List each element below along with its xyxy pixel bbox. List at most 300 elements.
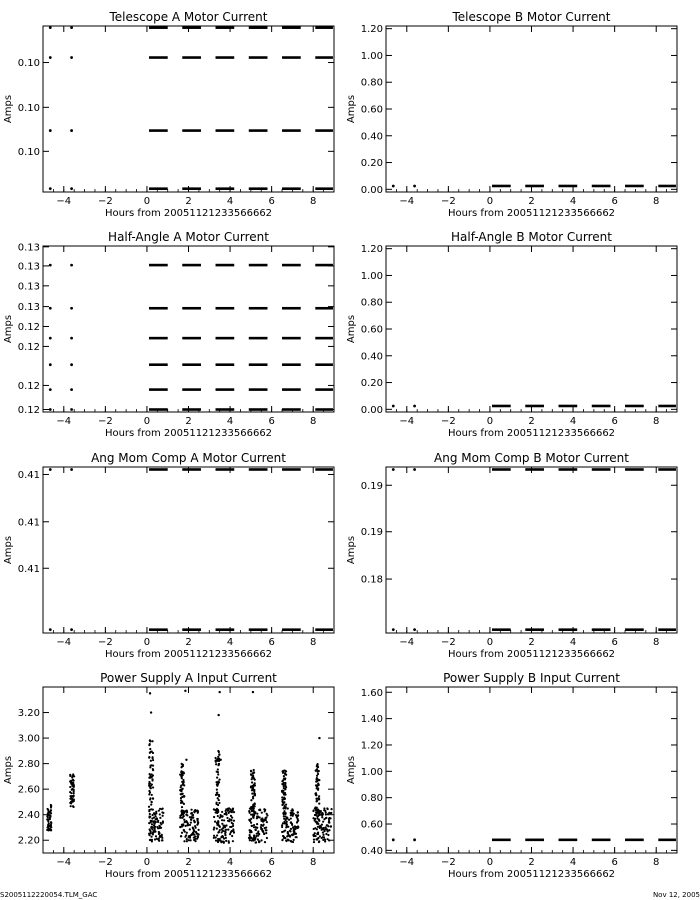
- chart-title: Ang Mom Comp B Motor Current: [434, 451, 629, 465]
- x-tick-label: 2: [185, 416, 192, 427]
- data-band: [216, 363, 235, 366]
- y-tick-label: 0.41: [17, 563, 40, 575]
- data-point: [282, 770, 284, 772]
- data-point: [292, 833, 294, 835]
- data-point: [328, 829, 330, 831]
- data-point: [297, 812, 299, 814]
- x-tick-label: −2: [97, 857, 113, 868]
- data-point: [228, 820, 230, 822]
- y-tick-label: 0.10: [17, 58, 40, 70]
- data-point: [153, 817, 155, 819]
- data-point: [321, 829, 323, 831]
- x-tick-label: −4: [56, 196, 72, 207]
- data-point: [250, 814, 252, 816]
- data-point: [46, 815, 48, 817]
- data-point: [149, 773, 151, 775]
- data-band: [625, 468, 644, 471]
- y-tick-label: 0.00: [360, 184, 383, 196]
- data-band: [182, 468, 201, 471]
- data-band: [525, 405, 544, 408]
- data-point: [261, 830, 263, 832]
- data-point: [195, 827, 197, 829]
- data-band: [592, 839, 611, 842]
- data-point: [152, 768, 154, 770]
- data-point-outlier: [185, 759, 187, 761]
- data-band: [249, 56, 268, 59]
- data-point: [233, 831, 235, 833]
- data-point: [231, 817, 233, 819]
- y-tick-label: 0.12: [17, 341, 40, 353]
- chart-panel: [3, 671, 334, 880]
- data-band: [149, 363, 168, 366]
- data-point: [70, 468, 73, 471]
- data-point: [217, 768, 219, 770]
- data-point: [289, 830, 291, 832]
- data-point: [70, 307, 73, 310]
- data-point: [315, 835, 317, 837]
- x-tick-label: 4: [569, 416, 577, 427]
- y-tick-label: 0.10: [17, 102, 40, 114]
- data-band: [559, 468, 578, 471]
- chart-panel: [3, 230, 334, 439]
- data-band: [315, 468, 333, 471]
- x-tick-label: 8: [310, 857, 317, 868]
- y-tick-label: 1.20: [360, 740, 383, 752]
- data-point: [217, 838, 219, 840]
- x-tick-label: −4: [399, 196, 415, 207]
- data-point: [217, 773, 219, 775]
- data-band: [592, 405, 611, 408]
- x-tick-label: 4: [226, 416, 234, 427]
- data-point: [216, 824, 218, 826]
- y-tick-label: 1.20: [360, 244, 383, 256]
- y-tick-label: 0.41: [17, 469, 40, 481]
- data-point: [281, 839, 283, 841]
- data-band: [658, 839, 676, 842]
- data-band: [216, 628, 235, 631]
- data-band: [282, 363, 301, 366]
- x-axis-label: Hours from 20051121233566662: [104, 869, 273, 880]
- data-point: [159, 835, 161, 837]
- data-point: [221, 811, 223, 813]
- data-band: [282, 129, 301, 132]
- data-band: [315, 56, 333, 59]
- data-point: [182, 816, 184, 818]
- data-point: [222, 836, 224, 838]
- data-point: [218, 763, 220, 765]
- data-point: [152, 786, 154, 788]
- x-tick-label: 2: [528, 416, 535, 427]
- x-tick-label: −2: [97, 416, 113, 427]
- data-point: [264, 841, 266, 843]
- data-point: [149, 798, 151, 800]
- data-point: [73, 786, 75, 788]
- data-point: [317, 823, 319, 825]
- data-point: [221, 840, 223, 842]
- data-point: [218, 779, 220, 781]
- data-point: [49, 56, 52, 59]
- y-axis-label: Amps: [346, 94, 357, 124]
- data-point: [216, 792, 218, 794]
- data-band: [249, 628, 268, 631]
- data-point: [70, 628, 73, 631]
- data-point: [152, 759, 154, 761]
- y-axis-label: Amps: [3, 755, 14, 785]
- data-band: [282, 307, 301, 310]
- data-band: [282, 337, 301, 340]
- y-tick-label: 0.19: [360, 527, 383, 539]
- data-point: [322, 831, 324, 833]
- data-point: [148, 806, 150, 808]
- data-point: [265, 826, 267, 828]
- data-point: [180, 770, 182, 772]
- data-point: [326, 838, 328, 840]
- data-point: [194, 821, 196, 823]
- x-tick-label: 6: [268, 196, 275, 207]
- y-tick-label: 0.40: [360, 845, 383, 857]
- data-point: [219, 817, 221, 819]
- data-point: [152, 814, 154, 816]
- chart-panel: [346, 671, 677, 880]
- data-point: [261, 812, 263, 814]
- data-point: [197, 812, 199, 814]
- data-point: [49, 818, 51, 820]
- data-point: [181, 777, 183, 779]
- x-tick-label: 2: [185, 857, 192, 868]
- data-band: [182, 56, 201, 59]
- data-band: [249, 408, 268, 411]
- data-point: [317, 770, 319, 772]
- y-tick-label: 0.12: [17, 380, 40, 392]
- data-point: [263, 823, 265, 825]
- data-point: [213, 828, 215, 830]
- data-point: [148, 793, 150, 795]
- y-tick-label: 3.20: [17, 708, 40, 720]
- data-point: [218, 802, 220, 804]
- data-band: [592, 628, 611, 631]
- data-point: [313, 841, 315, 843]
- data-point: [70, 337, 73, 340]
- data-point: [287, 807, 289, 809]
- chart-panel: [3, 451, 334, 660]
- data-band: [315, 26, 333, 29]
- data-point: [216, 794, 218, 796]
- x-tick-label: 8: [653, 857, 660, 868]
- data-point: [70, 187, 73, 190]
- data-point: [222, 830, 224, 832]
- x-axis-label: Hours from 20051121233566662: [104, 428, 273, 439]
- data-point: [216, 789, 218, 791]
- data-point: [49, 468, 52, 471]
- data-point: [413, 185, 416, 188]
- data-point: [151, 801, 153, 803]
- data-point: [253, 769, 255, 771]
- data-point: [49, 264, 52, 267]
- footer-date: Nov 12, 2005: [652, 891, 700, 899]
- data-point: [286, 823, 288, 825]
- data-point: [50, 812, 52, 814]
- data-point: [195, 831, 197, 833]
- data-band: [182, 363, 201, 366]
- data-point: [50, 806, 52, 808]
- data-point: [181, 788, 183, 790]
- x-tick-label: −2: [440, 857, 456, 868]
- data-point: [251, 781, 253, 783]
- data-point: [325, 813, 327, 815]
- data-point: [290, 817, 292, 819]
- data-point: [251, 839, 253, 841]
- data-point: [197, 833, 199, 835]
- data-band: [216, 187, 235, 190]
- data-point: [295, 836, 297, 838]
- data-band: [182, 187, 201, 190]
- data-point: [282, 835, 284, 837]
- plot-frame: [386, 687, 677, 853]
- data-point: [49, 816, 51, 818]
- data-point: [326, 829, 328, 831]
- data-point: [328, 818, 330, 820]
- data-point: [227, 828, 229, 830]
- data-point: [314, 832, 316, 834]
- data-point: [225, 837, 227, 839]
- chart-panel: [346, 10, 677, 219]
- data-point: [186, 838, 188, 840]
- data-point: [316, 833, 318, 835]
- x-tick-label: −4: [56, 857, 72, 868]
- data-band: [216, 337, 235, 340]
- x-tick-label: −2: [97, 196, 113, 207]
- data-point: [50, 821, 52, 823]
- data-point: [284, 793, 286, 795]
- data-point: [251, 785, 253, 787]
- data-point: [161, 839, 163, 841]
- data-point: [72, 805, 74, 807]
- data-point: [152, 797, 154, 799]
- chart-panel: [346, 230, 677, 439]
- data-band: [216, 56, 235, 59]
- data-band: [182, 264, 201, 267]
- chart-title: Telescope B Motor Current: [452, 10, 611, 24]
- plot-frame: [43, 26, 334, 192]
- data-band: [282, 408, 301, 411]
- y-tick-label: 2.40: [17, 810, 40, 822]
- data-point: [290, 840, 292, 842]
- data-point: [158, 810, 160, 812]
- y-tick-label: 0.13: [17, 302, 40, 314]
- data-point: [282, 822, 284, 824]
- x-tick-label: 4: [226, 857, 234, 868]
- data-point: [148, 815, 150, 817]
- data-point: [255, 842, 257, 844]
- data-point: [213, 808, 215, 810]
- x-tick-label: −4: [399, 416, 415, 427]
- data-point: [180, 835, 182, 837]
- data-point: [49, 337, 52, 340]
- data-point: [266, 837, 268, 839]
- data-point: [149, 748, 151, 750]
- data-point: [283, 798, 285, 800]
- data-point: [150, 808, 152, 810]
- x-tick-label: −4: [399, 857, 415, 868]
- y-tick-label: 2.20: [17, 835, 40, 847]
- x-tick-label: −2: [440, 637, 456, 648]
- y-tick-label: 0.13: [17, 281, 40, 293]
- x-tick-label: 2: [528, 637, 535, 648]
- x-tick-label: 8: [310, 416, 317, 427]
- data-point: [319, 835, 321, 837]
- data-point: [413, 468, 416, 471]
- data-band: [149, 408, 168, 411]
- data-point: [282, 801, 284, 803]
- y-tick-label: 0.12: [17, 322, 40, 334]
- data-point: [324, 828, 326, 830]
- data-point: [228, 842, 230, 844]
- data-point: [159, 827, 161, 829]
- data-point: [318, 795, 320, 797]
- data-band: [149, 307, 168, 310]
- data-point: [187, 836, 189, 838]
- data-band: [182, 26, 201, 29]
- data-point: [221, 823, 223, 825]
- data-point: [285, 839, 287, 841]
- data-band: [249, 363, 268, 366]
- data-point: [221, 819, 223, 821]
- x-axis-label: Hours from 20051121233566662: [447, 869, 616, 880]
- x-tick-label: 0: [486, 637, 494, 648]
- chart-title: Power Supply B Input Current: [443, 671, 620, 685]
- data-point-outlier: [252, 691, 254, 693]
- data-point: [295, 833, 297, 835]
- data-band: [315, 363, 333, 366]
- data-point: [150, 839, 152, 841]
- data-point: [413, 628, 416, 631]
- data-point: [149, 740, 151, 742]
- data-point: [69, 786, 71, 788]
- data-point: [217, 771, 219, 773]
- data-point: [249, 820, 251, 822]
- data-point: [159, 817, 161, 819]
- data-band: [149, 337, 168, 340]
- data-band: [249, 337, 268, 340]
- data-point: [148, 783, 150, 785]
- data-point: [215, 836, 217, 838]
- data-point: [72, 779, 74, 781]
- data-point: [316, 780, 318, 782]
- data-point: [250, 786, 252, 788]
- data-band: [182, 337, 201, 340]
- x-tick-label: 4: [569, 637, 577, 648]
- data-point: [150, 826, 152, 828]
- y-tick-label: 0.41: [17, 517, 40, 529]
- data-point: [251, 793, 253, 795]
- chart-title: Ang Mom Comp A Motor Current: [91, 451, 286, 465]
- data-point: [148, 834, 150, 836]
- data-point: [325, 826, 327, 828]
- plot-frame: [43, 246, 334, 412]
- data-point: [193, 829, 195, 831]
- x-tick-label: 0: [486, 857, 494, 868]
- data-point: [290, 810, 292, 812]
- data-band: [249, 129, 268, 132]
- data-point: [260, 826, 262, 828]
- data-point: [253, 824, 255, 826]
- x-tick-label: 6: [611, 857, 618, 868]
- data-band: [315, 129, 333, 132]
- data-point: [151, 828, 153, 830]
- data-point: [149, 813, 151, 815]
- data-point: [183, 795, 185, 797]
- data-point: [264, 817, 266, 819]
- data-point: [49, 26, 52, 29]
- data-point: [153, 820, 155, 822]
- y-axis-label: Amps: [346, 314, 357, 344]
- data-point: [318, 820, 320, 822]
- data-point: [184, 821, 186, 823]
- data-band: [216, 129, 235, 132]
- x-axis-label: Hours from 20051121233566662: [447, 208, 616, 219]
- data-band: [282, 388, 301, 391]
- y-tick-label: 0.60: [360, 104, 383, 116]
- data-point: [69, 791, 71, 793]
- data-point: [217, 804, 219, 806]
- data-point: [282, 812, 284, 814]
- plot-frame: [386, 467, 677, 633]
- data-point: [150, 785, 152, 787]
- data-point: [250, 822, 252, 824]
- data-point: [392, 838, 395, 841]
- y-tick-label: 0.00: [360, 404, 383, 416]
- data-band: [625, 628, 644, 631]
- data-point: [192, 832, 194, 834]
- data-point: [69, 774, 71, 776]
- data-point: [283, 810, 285, 812]
- data-point: [71, 789, 73, 791]
- data-point: [265, 829, 267, 831]
- data-point: [194, 809, 196, 811]
- data-point-outlier: [149, 692, 151, 694]
- data-point: [233, 820, 235, 822]
- data-point: [182, 823, 184, 825]
- data-point: [264, 809, 266, 811]
- data-point: [286, 826, 288, 828]
- data-point: [49, 408, 52, 411]
- data-point: [218, 754, 220, 756]
- data-point: [217, 750, 219, 752]
- data-point: [215, 781, 217, 783]
- data-point: [413, 405, 416, 408]
- data-point: [392, 628, 395, 631]
- data-point: [151, 751, 153, 753]
- data-point: [316, 787, 318, 789]
- data-point: [157, 820, 159, 822]
- data-point: [217, 797, 219, 799]
- data-point: [322, 821, 324, 823]
- y-axis-label: Amps: [346, 535, 357, 565]
- y-tick-label: 1.00: [360, 766, 383, 778]
- data-point: [73, 792, 75, 794]
- data-point: [252, 804, 254, 806]
- y-tick-label: 1.40: [360, 714, 383, 726]
- data-point-outlier: [184, 690, 186, 692]
- data-point: [49, 363, 52, 366]
- data-band: [249, 468, 268, 471]
- data-point: [71, 776, 73, 778]
- data-band: [658, 468, 676, 471]
- data-point: [230, 831, 232, 833]
- data-point: [49, 829, 51, 831]
- data-point: [215, 840, 217, 842]
- data-point: [217, 756, 219, 758]
